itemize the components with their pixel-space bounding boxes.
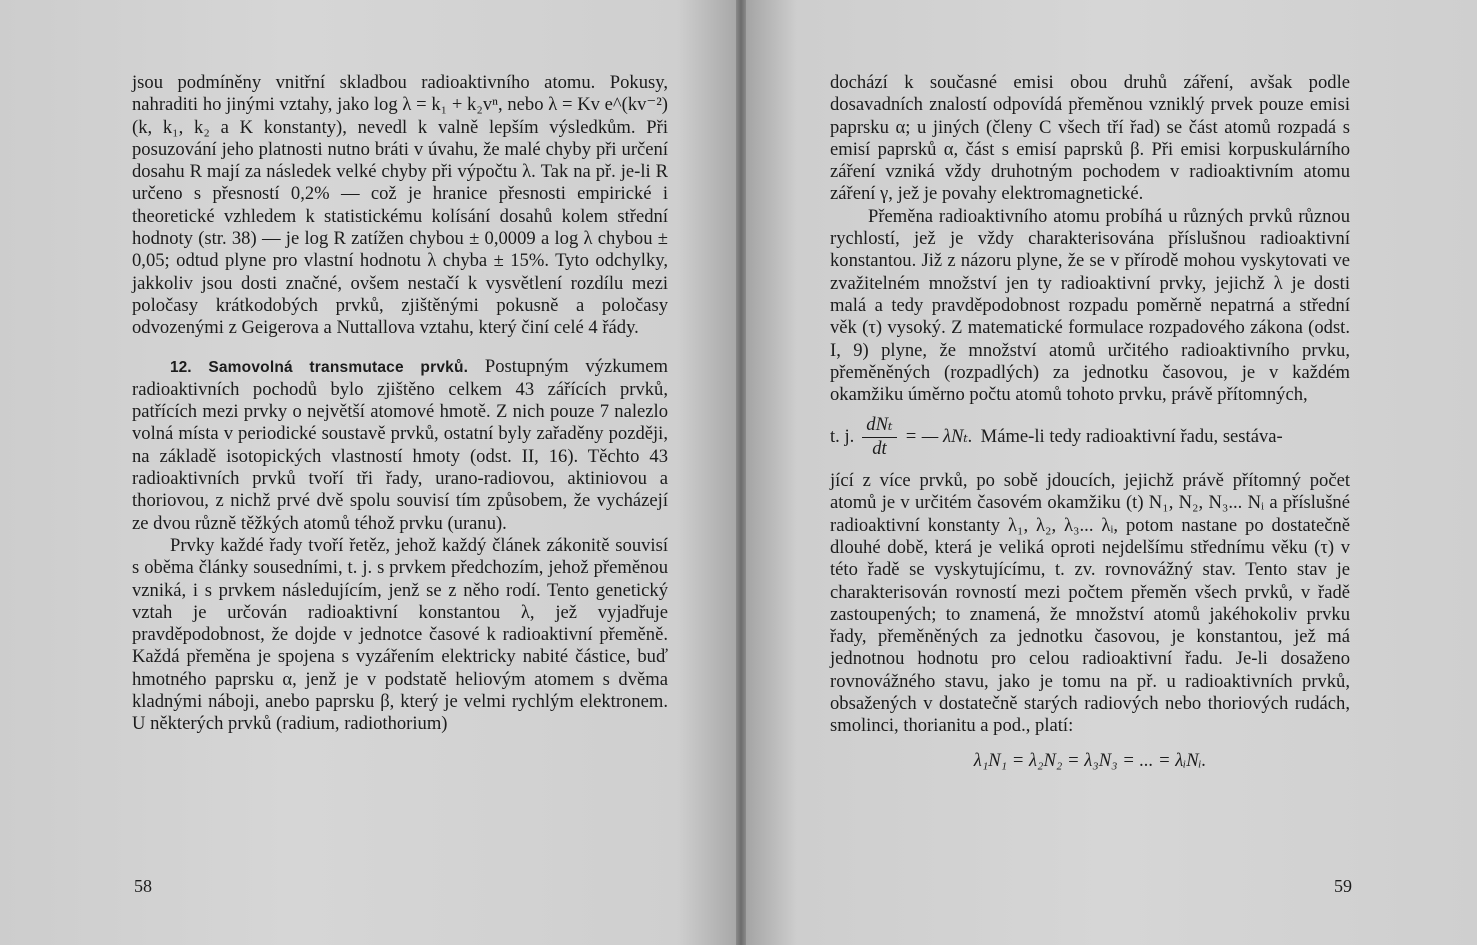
right-page <box>746 0 1477 945</box>
left-page-text <box>132 72 668 736</box>
book-gutter <box>736 0 746 945</box>
formula-rhs: = — λNₜ. <box>904 426 973 448</box>
formula-prefix: t. j. <box>830 426 855 448</box>
formula-suffix: Máme-li tedy radioaktivní řadu, sestáva- <box>980 426 1283 448</box>
page-number-left: 58 <box>134 876 152 896</box>
section-title: Samovolná transmutace prvků. <box>208 358 469 376</box>
equilibrium-equation: λ₁N₁ = λ₂N₂ = λ₃N₃ = ... = λᵢNᵢ. <box>973 749 1207 771</box>
right-paragraph-2: Přeměna radioaktivního atomu probíhá u různých prvků různou rychlostí, jež je vždy charakterisována příslušnou radioaktivní konstantou. Již z názoru plyne, že se v přírodě mohou vyskytovati ve zvažitelném množství jen ty radioaktivní prvky, jejichž λ je dosti malá a tedy pravděpodobnost rozpadu poměrně nepatrná a střední věk (τ) vysoký. Z matematické formulace rozpadového zákona (odst. I, 9) plyne, že množství atomů určitého radioaktivního prvku, přeměněných (rozpadlých) za jednotku časovou, je v každém okamžiku úměrno počtu atomů tohoto prvku, právě přítomných, <box>830 205 1350 406</box>
fraction-denominator: dt <box>872 437 887 459</box>
page-number-right: 59 <box>1334 876 1352 896</box>
section-text: Postupným výzkumem radioaktivních pochodů bylo zjištěno celkem 43 zářících prvků, patřících mezi prvky o největší atomové hmotě. Z nich pouze 7 nalezlo volná místa v periodické soustavě prvků, ostatní byly zařaděny později, na základě isotopických vlastností hmoty (odst. II, 16). Těchto 43 radioaktivních prvků tvoří tři řady, urano-radiovou, aktiniovou a thoriovou, z nichž prvé dvě spolu souvisí tím způsobem, že vycházejí ze dvou různě těžkých atomů téhož prvku (uranu). <box>132 355 668 534</box>
left-paragraph-3: Prvky každé řady tvoří řetěz, jehož každý článek zákonitě souvisí s oběma články sousedními, t. j. s prvkem předchozím, jehož přeměnou vzniká, i s prvkem následujícím, jenž se z něho rodí. Tento genetický vztah je určován radioaktivní konstantou λ, jež vyjadřuje pravděpodobnost, že dojde v jednotce časové k radioaktivní přeměně. Každá přeměna je spojena s vyzářením elektricky nabité částice, buď hmotného paprsku α, jenž je v podstatě heliovým atomem s dvěma kladnými náboji, anebo paprsku β, který je velmi rychlým elektronem. U některých prvků (radium, radiothorium) <box>132 534 668 735</box>
right-paragraph-3: jící z více prvků, po sobě jdoucích, jejichž právě přítomný počet atomů je v určitém časovém okamžiku (t) N₁, N₂, N₃... Nᵢ a příslušné radioaktivní konstanty λ₁, λ₂, λ₃... λᵢ, potom nastane po dostatečně dlouhé době, která je veliká oproti nejdelšímu střednímu věku (τ) v této řadě se vyskytujícímu, t. zv. rovnovážný stav. Tento stav je charakterisován rovností mezi počtem přeměn všech prvků, v řadě zastoupených; to znamená, že množství atomů jakéhokoliv prvku řady, přeměněných za jednotku časovou, je konstantou, jež má jednotnou hodnotu pro celou radioaktivní řadu. Je-li dosaženo rovnovážného stavu, jako je tomu na př. u radioaktivních prvků, obsažených v dostatečně starých radiových nebo thoriových rudách, smolinci, thorianitu a pod., platí: <box>830 470 1350 737</box>
fraction-numerator: dNₜ <box>862 414 896 437</box>
section-number: 12. <box>170 358 192 376</box>
decay-formula-line <box>830 414 1350 460</box>
left-page <box>0 0 736 945</box>
left-paragraph-1: jsou podmíněny vnitřní skladbou radioaktivního atomu. Pokusy, nahraditi ho jinými vztahy, jako log λ = k₁ + k₂vⁿ, nebo λ = Kv e^(kv⁻²) (k, k₁, k₂ a K konstanty), nevedl k valně lepším výsledkům. Při posuzování jeho platnosti nutno bráti v úvahu, že malé chyby při určení dosahu R mají za následek velké chyby při výpočtu λ. Tak na př. je-li R určeno s přesností 0,2% — což je hranice přesnosti empirické i theoretické vzhledem k statistickému kolísání dosahů kolem střední hodnoty (str. 38) — je log R zatížen chybou ± 0,0009 a log λ chybou ± 0,05; odtud plyne pro vlastní hodnotu λ chyba ± 15%. Tyto odchylky, jakkoliv jsou dosti značné, ovšem nestačí k vysvětlení rozdílu mezi poločasy krátkodobých prvků, zjištěnými pokusně a poločasy odvozenými z Geigerova a Nuttallova vztahu, který činí celé 4 řády. <box>132 72 668 339</box>
right-paragraph-1: dochází k současné emisi obou druhů záření, avšak podle dosavadních znalostí odpovídá přeměnou vzniklý prvek pouze emisi paprsku α; u jiných (členy C všech tří řad) se část atomů rozpadá s emisí paprsků α, část s emisí paprsků β. Při emisi korpuskulárního záření vzniká vždy druhotným pochodem v radioaktivním atomu záření γ, jež je povahy elektromagnetické. <box>830 72 1350 205</box>
section-12 <box>132 356 668 535</box>
derivative-fraction <box>862 414 896 460</box>
right-page-text <box>830 72 1350 772</box>
